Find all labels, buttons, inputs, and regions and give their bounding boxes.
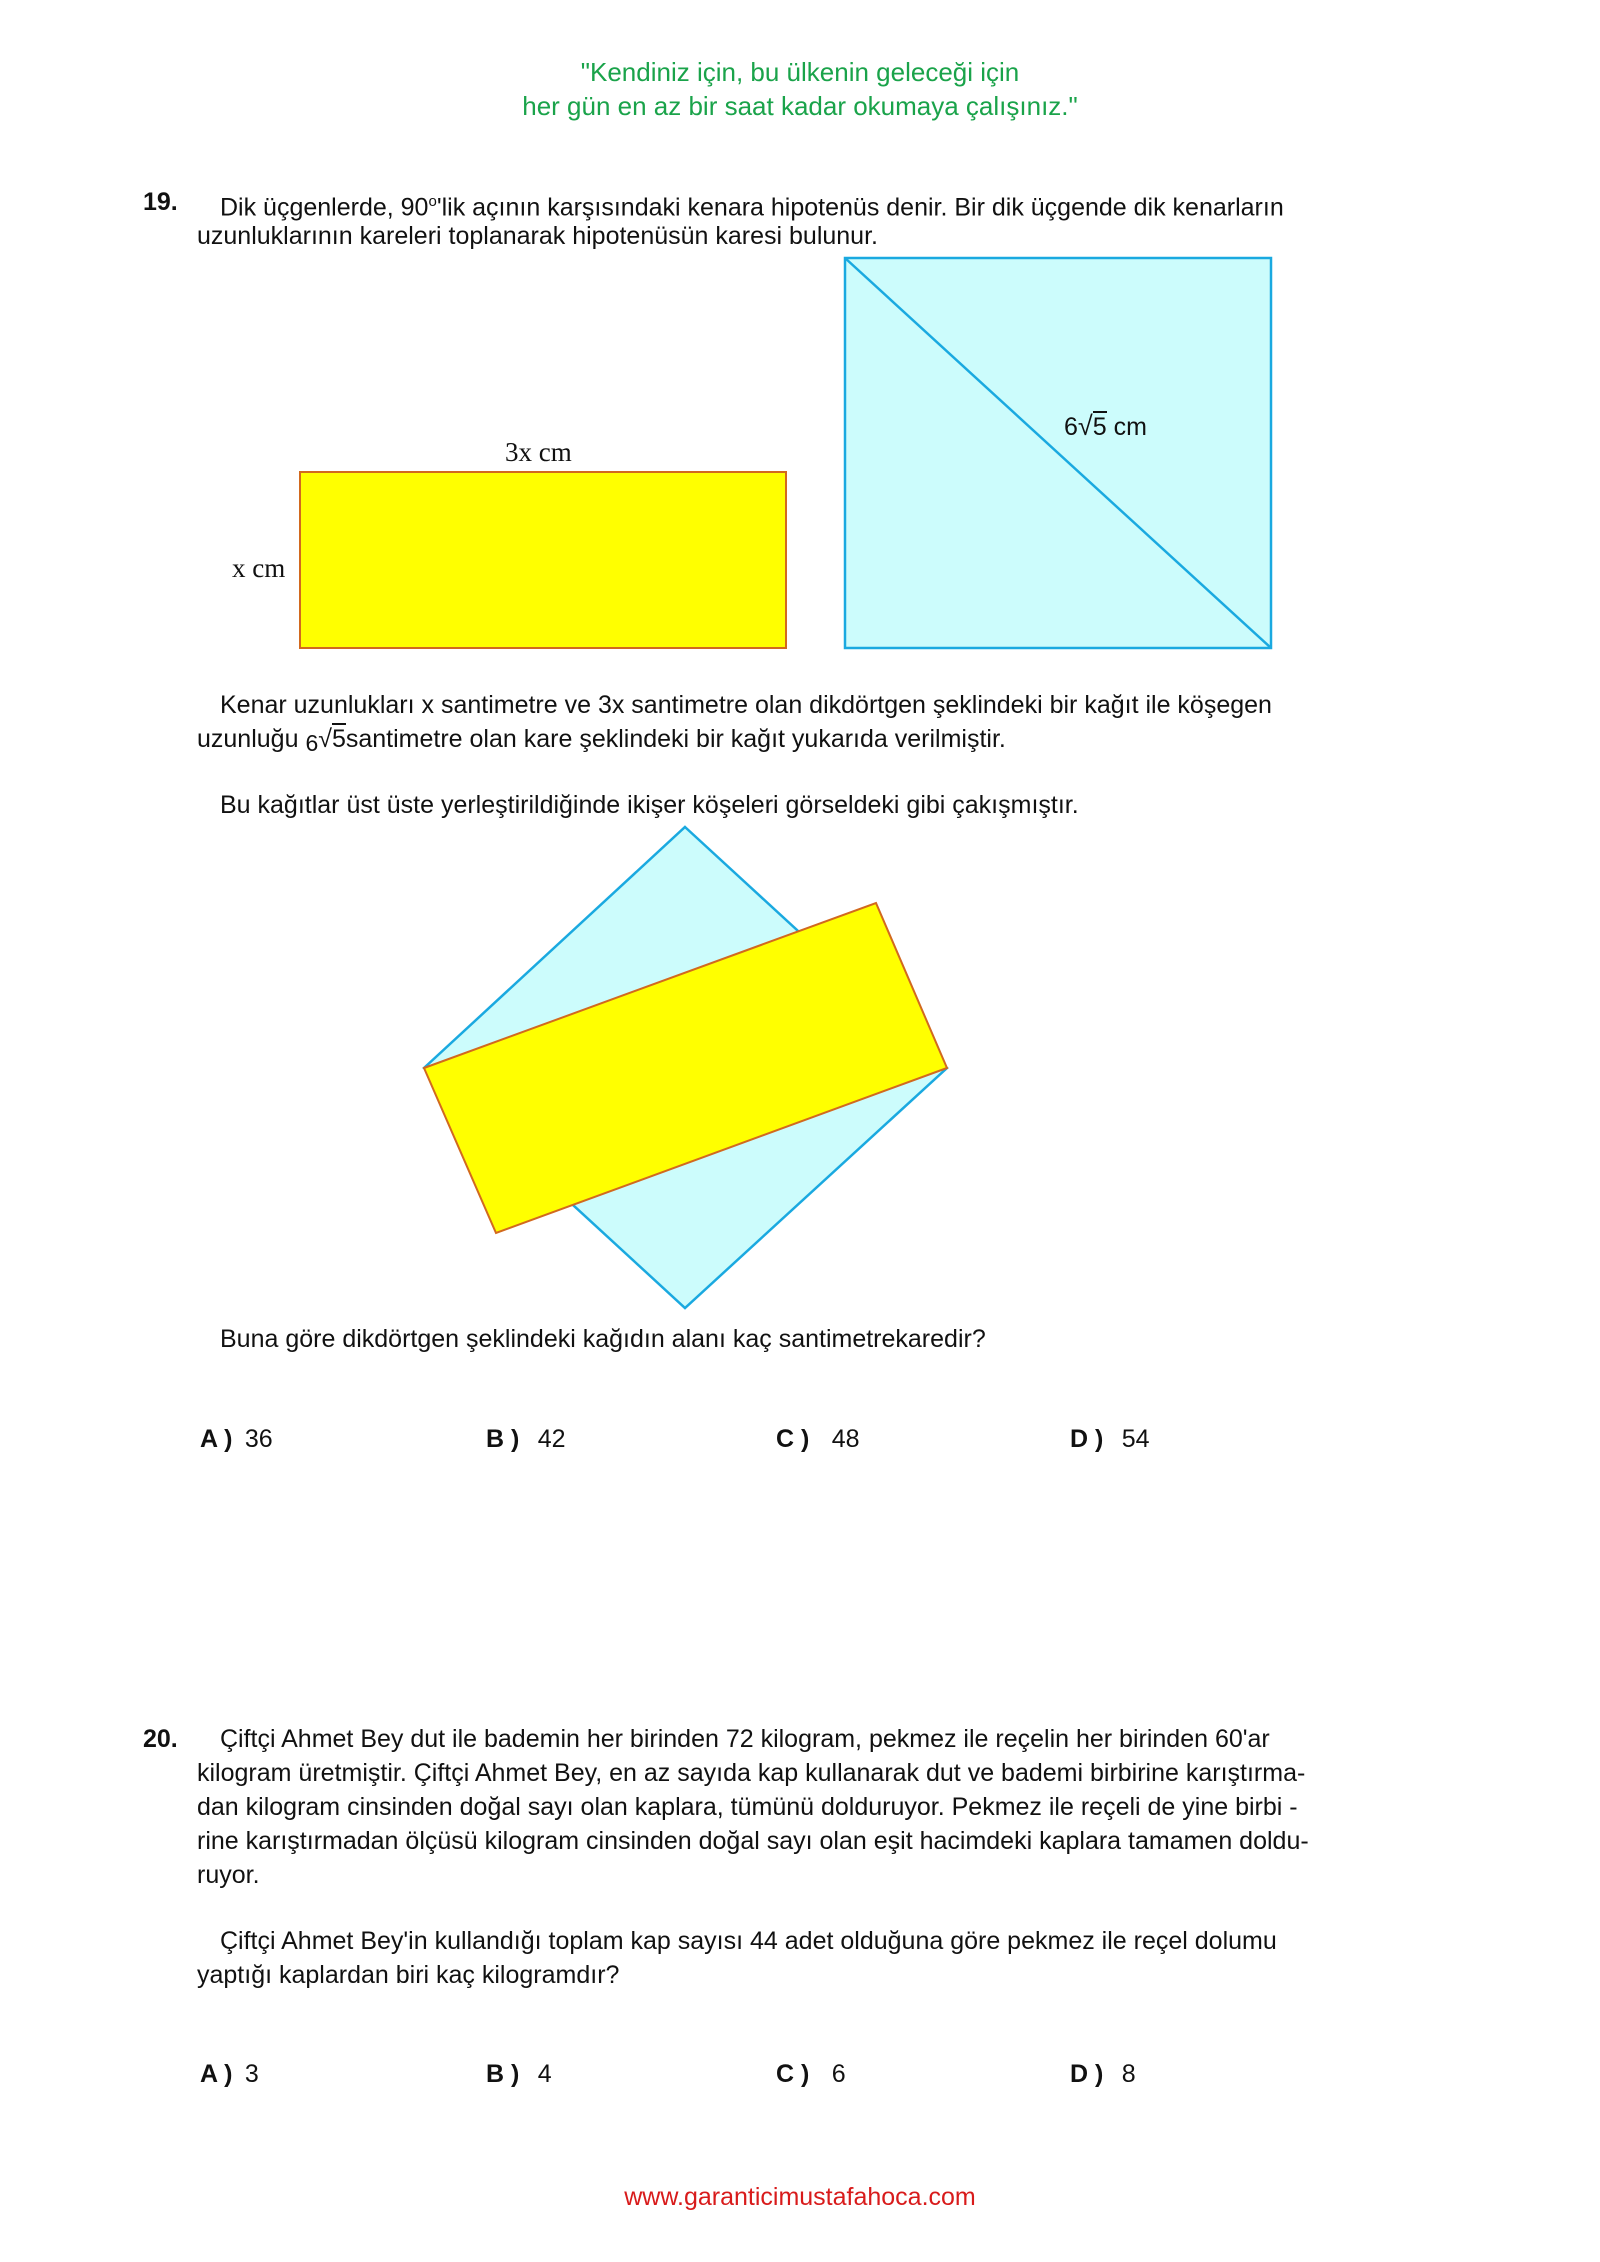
quote-line-2: her gün en az bir saat kadar okumaya çalışınız." [522,91,1078,121]
diag-coef: 6 [1064,413,1078,441]
text1-b: santimetre olan kare şeklindeki bir kağıt yukarıda verilmiştir. [345,725,1006,753]
text1-coef: 6 [305,730,319,756]
option-letter: D ) [1070,1425,1104,1453]
q20-line-5: ruyor. [197,1861,260,1889]
sqrt-icon-2: √ [318,725,332,753]
q19-option-b[interactable] [486,1425,566,1454]
diag-unit: cm [1113,413,1147,441]
q20-line-1: Çiftçi Ahmet Bey dut ile bademin her birinden 72 kilogram, pekmez ile reçelin her birinden 60'ar [220,1725,1270,1753]
question-20-number: 20. [143,1725,178,1753]
rect-top-label: 3x cm [505,437,572,467]
rect-side-label: x cm [232,553,286,583]
option-value: 3 [244,2060,259,2088]
q19-text2: Bu kağıtlar üst üste yerleştirildiğinde ikişer köşeleri görseldeki gibi çakışmıştır. [220,791,1079,819]
option-letter: C ) [776,1425,810,1453]
q19-intro-a: Dik üçgenlerde, 90 [220,193,429,222]
text1-a: uzunluğu [197,725,299,753]
question-19-number: 19. [143,188,178,216]
diag-radicand: 5 [1092,413,1107,441]
quote-line-1: "Kendiniz için, bu ülkenin geleceği için [580,57,1020,87]
diagonal-label [1064,411,1147,442]
q19-text1-line-1: Kenar uzunlukları x santimetre ve 3x santimetre olan dikdörtgen şeklindeki bir kağıt ile köşegen [220,691,1272,719]
option-letter: B ) [486,1425,520,1453]
q20-option-d[interactable] [1070,2060,1136,2089]
q19-option-a[interactable] [200,1425,273,1454]
q20-line-2: kilogram üretmiştir. Çiftçi Ahmet Bey, en az sayıda kap kullanarak dut ve bademi birbirine karıştırma- [197,1759,1306,1787]
text1-radicand: 5 [331,725,346,753]
option-letter: B ) [486,2060,520,2088]
q20-question-line-2: yaptığı kaplardan biri kaç kilogramdır? [197,1961,620,1989]
option-letter: D ) [1070,2060,1104,2088]
option-letter: A ) [200,2060,233,2088]
option-value: 42 [537,1425,566,1453]
q19-option-c[interactable] [776,1425,860,1454]
q20-line-4: rine karıştırmadan ölçüsü kilogram cinsinden doğal sayı olan eşit hacimdeki kaplara tamamen doldu- [197,1827,1309,1855]
option-value: 48 [831,1425,860,1453]
q20-question-line-1: Çiftçi Ahmet Bey'in kullandığı toplam kap sayısı 44 adet olduğuna göre pekmez ile reçel dolumu [220,1927,1277,1955]
q20-option-a[interactable] [200,2060,259,2089]
footer-url[interactable]: www.garanticimustafahoca.com [624,2183,976,2211]
q19-intro-b: 'lik açının karşısındaki kenara hipotenüs denir. Bir dik üçgende dik kenarların [436,193,1284,222]
q20-option-b[interactable] [486,2060,552,2089]
q19-intro-line-2: uzunluklarının kareleri toplanarak hipotenüsün karesi bulunur. [197,222,878,250]
option-value: 54 [1121,1425,1150,1453]
rectangle-paper [300,472,786,648]
option-value: 6 [831,2060,846,2088]
q19-question: Buna göre dikdörtgen şeklindeki kağıdın alanı kaç santimetrekaredir? [220,1325,986,1353]
q19-option-d[interactable] [1070,1425,1150,1454]
option-letter: C ) [776,2060,810,2088]
sqrt-icon: √ [1077,411,1093,441]
q20-line-3: dan kilogram cinsinden doğal sayı olan kaplara, tümünü dolduruyor. Pekmez ile reçeli de yine birbi - [197,1793,1298,1821]
option-letter: A ) [200,1425,233,1453]
option-value: 8 [1121,2060,1136,2088]
degree-sup: o [428,193,437,210]
q19-text1-line-2 [197,722,1006,756]
option-value: 36 [244,1425,273,1453]
option-value: 4 [537,2060,552,2088]
q20-option-c[interactable] [776,2060,846,2089]
